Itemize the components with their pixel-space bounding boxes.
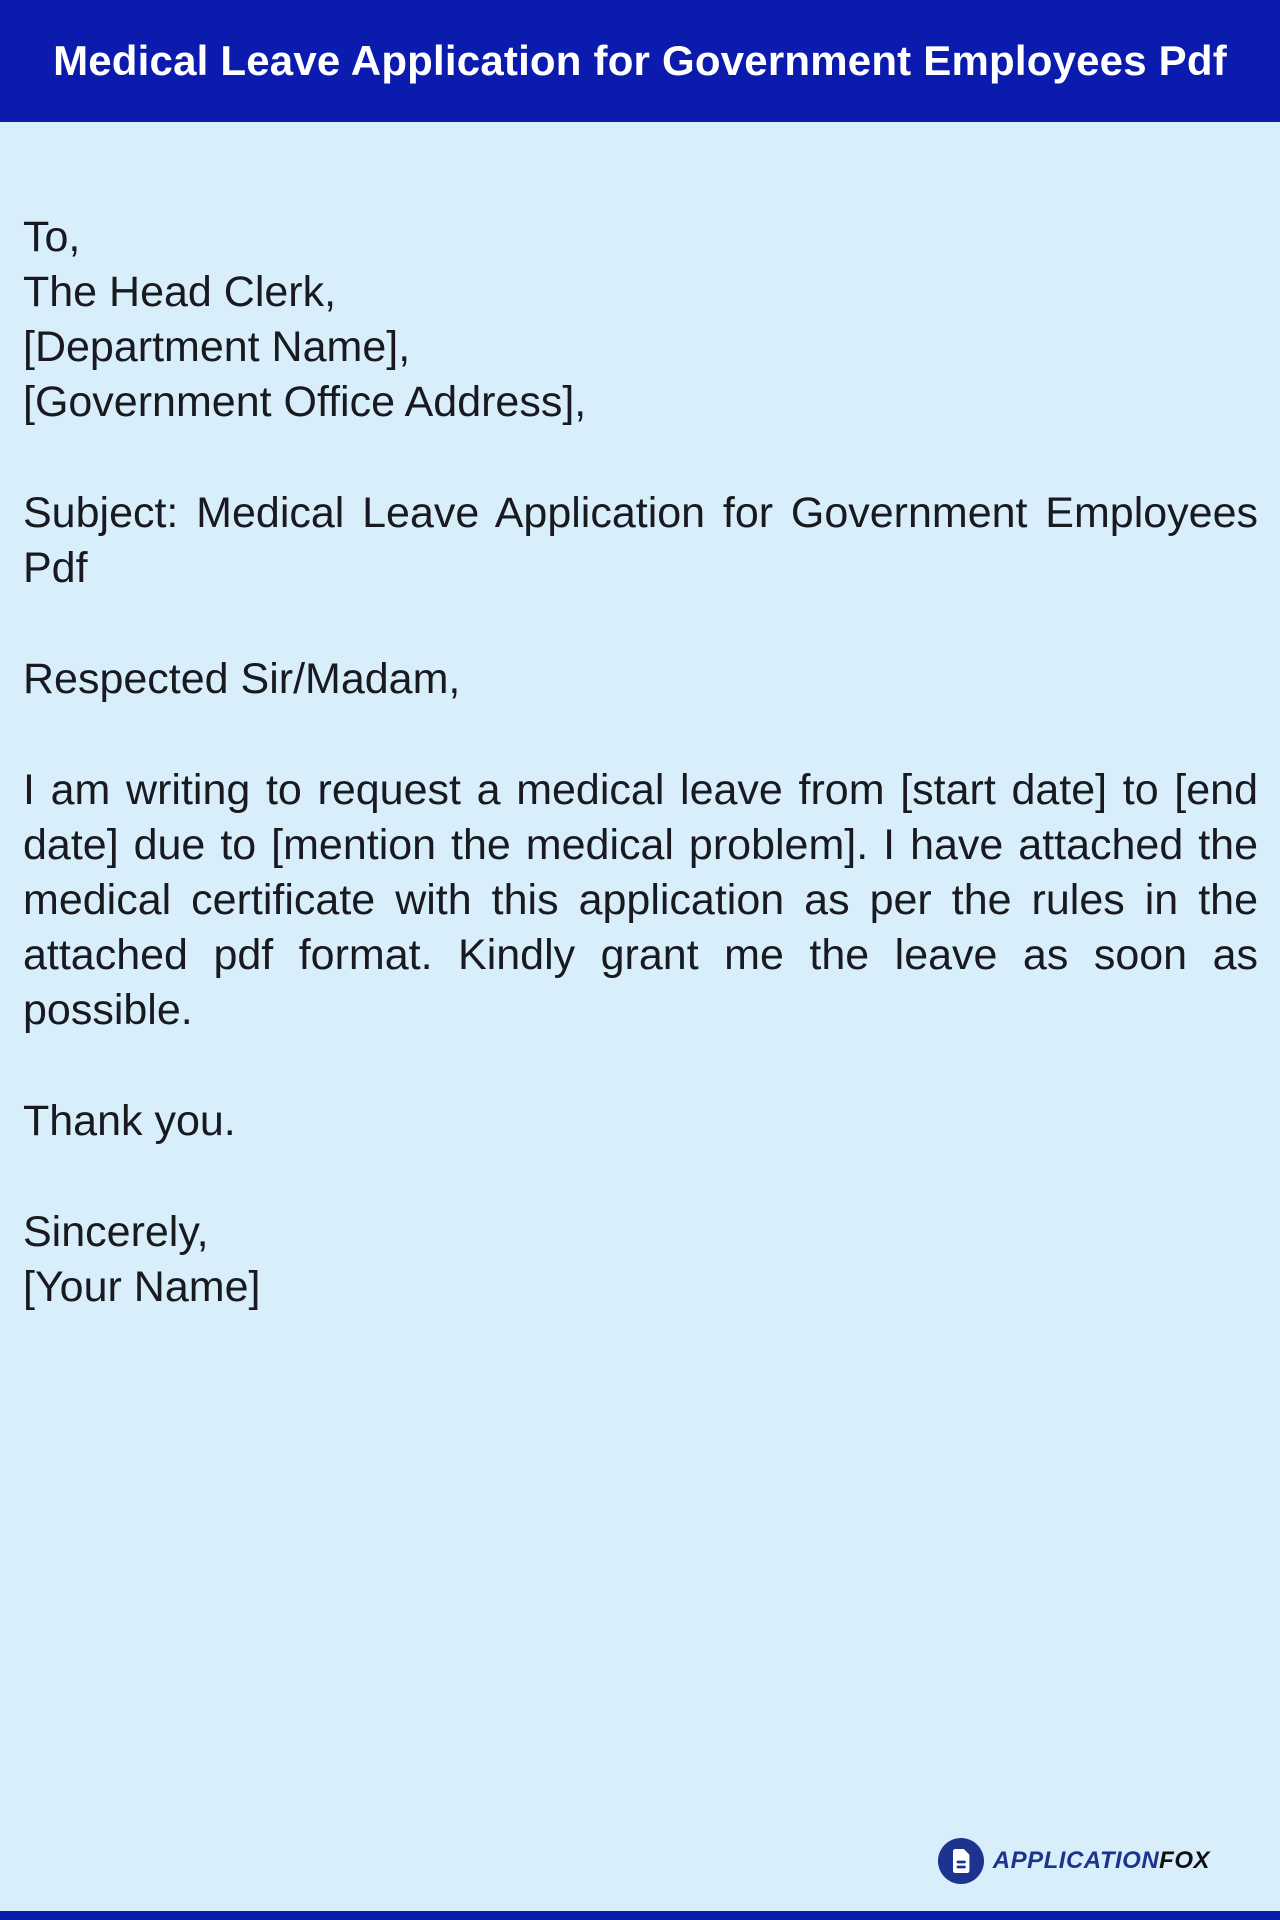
document-icon [938,1838,984,1884]
recipient-line-designation: The Head Clerk, [23,268,337,316]
logo-text-fox: FOX [1159,1847,1210,1874]
recipient-line-department: [Department Name], [23,323,411,371]
logo-text [993,1847,1210,1875]
closing-salutation: Sincerely, [23,1208,209,1256]
recipient-line-address: [Government Office Address], [23,378,587,426]
title-bar [0,0,1280,122]
logo-text-application: APPLICATION [992,1847,1160,1874]
closing-block [23,1205,1258,1315]
document-title: Medical Leave Application for Government Employees Pdf [53,37,1227,84]
signature-placeholder: [Your Name] [23,1263,261,1311]
body-paragraph: I am writing to request a medical leave from [start date] to [end date] due to [mention the medical problem]. I have attached the medical certificate with this application as per the rules in the attached pdf format. Kindly grant me the leave as soon as possible. [23,766,1258,1034]
footer-bar [0,1911,1280,1920]
salutation: Respected Sir/Madam, [23,655,461,703]
thank-you-line: Thank you. [23,1097,236,1145]
recipient-block [23,210,1258,430]
subject-line: Subject: Medical Leave Application for Government Employees Pdf [23,489,1258,592]
applicationfox-logo [938,1838,1210,1884]
recipient-line-to: To, [23,213,81,261]
letter-body [0,122,1280,1315]
